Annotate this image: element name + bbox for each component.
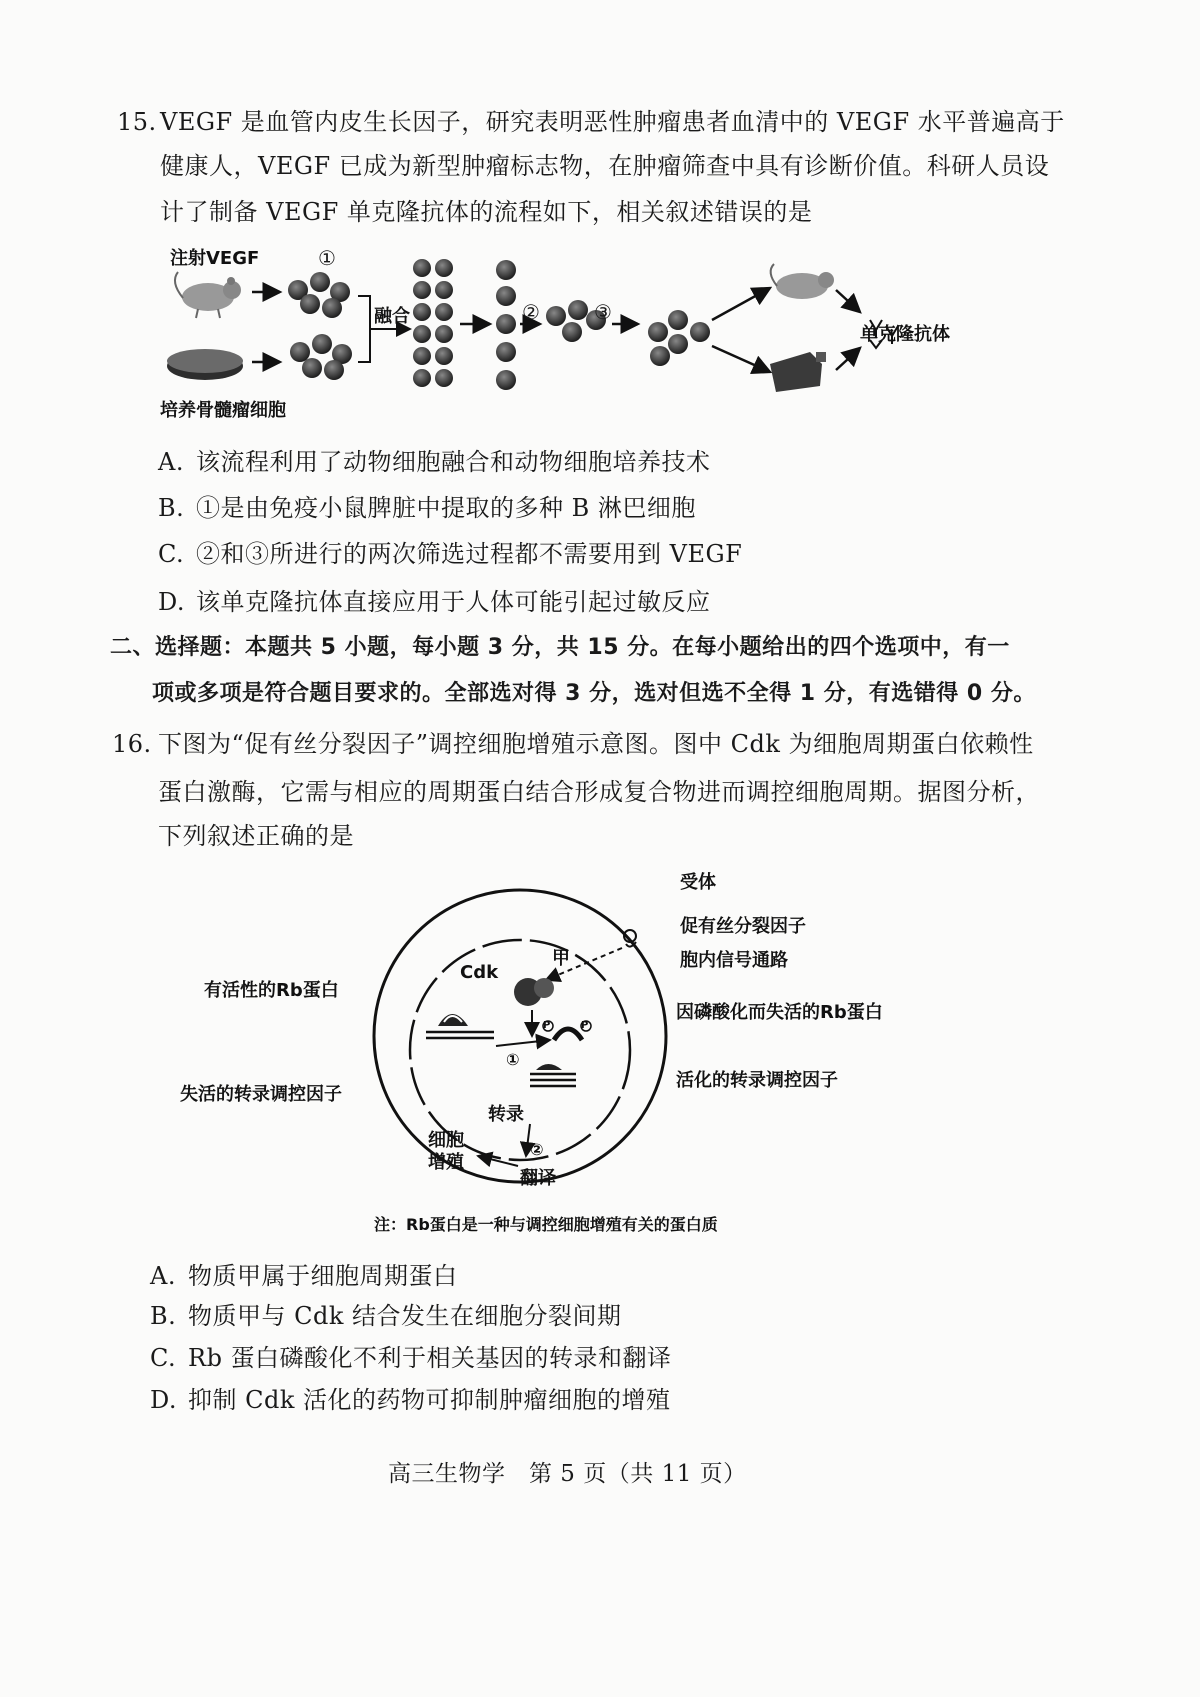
b-cell-cluster [288,272,350,318]
q15-option-a-text: 该流程利用了动物细胞融合和动物细胞培养技术 [196,448,711,476]
proliferation-label-1: 细胞 [428,1130,464,1151]
mitogen-label: 促有丝分裂因子 [680,916,806,937]
q15-stem-line-2: 健康人，VEGF 已成为新型肿瘤标志物，在肿瘤筛查中具有诊断价值。科研人员设 [160,152,1050,180]
transcription-label: 转录 [488,1104,524,1125]
q15-option-d-text: 该单克隆抗体直接应用于人体可能引起过敏反应 [196,588,711,616]
q16-option-b-letter: B. [150,1302,177,1330]
monoclonal-antibody-label: 单克隆抗体 [860,324,950,345]
page-footer: 高三生物学 第 5 页（共 11 页） [388,1461,747,1487]
mark-1: ① [318,246,337,270]
q16-number: 16. [112,730,152,758]
fused-cells-column [413,259,453,387]
circle-1-label: ① [506,1050,520,1069]
figure-note: 注：Rb蛋白是一种与调控细胞增殖有关的蛋白质 [374,1215,718,1234]
q16-option-c-text: Rb 蛋白磷酸化不利于相关基因的转录和翻译 [188,1344,672,1372]
section2-line-1: 二、选择题：本题共 5 小题，每小题 3 分，共 15 分。在每小题给出的四个选项中，有一 [110,635,1010,660]
phosphate-label-2: P [581,1020,589,1031]
q16-stem-line-1: 下图为“促有丝分裂因子”调控细胞增殖示意图。图中 Cdk 为细胞周期蛋白依赖性 [158,730,1034,758]
culture-flask-icon [770,352,826,392]
mark-3: ③ [594,300,613,324]
receptor-label: 受体 [680,872,716,893]
q15-stem-line-3: 计了制备 VEGF 单克隆抗体的流程如下，相关叙述错误的是 [160,198,813,226]
inject-vegf-label: 注射VEGF [170,248,260,269]
translation-label: 翻译 [520,1168,556,1189]
cdk-label: Cdk [460,962,499,983]
antibody-workflow-diagram [160,240,950,420]
culture-myeloma-label: 培养骨髓瘤细胞 [160,400,286,421]
proliferation-label-2: 增殖 [428,1152,464,1173]
fusion-label: 融合 [374,306,410,327]
q15-option-c-letter: C. [158,540,185,568]
q15-stem-line-1: VEGF 是血管内皮生长因子，研究表明恶性肿瘤患者血清中的 VEGF 水平普遍高于 [160,108,1065,136]
active-rb-label: 有活性的Rb蛋白 [204,980,339,1001]
q15-option-d-letter: D. [158,588,186,616]
jia-label: 甲 [552,948,570,969]
active-tf-label: 活化的转录调控因子 [676,1070,838,1091]
q16-option-c-letter: C. [150,1344,177,1372]
inactive-tf-label: 失活的转录调控因子 [180,1084,342,1105]
mouse-icon [771,264,834,299]
q15-number: 15. [117,108,157,136]
q15-option-b-text: ①是由免疫小鼠脾脏中提取的多种 B 淋巴细胞 [196,494,696,522]
inactive-rb-label: 因磷酸化而失活的Rb蛋白 [676,1002,883,1023]
q16-option-b-text: 物质甲与 Cdk 结合发生在细胞分裂间期 [188,1302,622,1330]
q16-stem-line-3: 下列叙述正确的是 [158,822,354,850]
circle-2-label: ② [530,1140,544,1159]
myeloma-cell-cluster [290,334,352,380]
mark-2: ② [522,300,541,324]
phosphorylated-rb-icon [554,1029,582,1040]
mouse-icon [175,272,241,318]
q16-option-d-text: 抑制 Cdk 活化的药物可抑制肿瘤细胞的增殖 [188,1386,671,1414]
q15-option-b-letter: B. [158,494,185,522]
q16-option-d-letter: D. [150,1386,178,1414]
signal-pathway-label: 胞内信号通路 [680,950,788,971]
q16-stem-line-2: 蛋白激酶，它需与相应的周期蛋白结合形成复合物进而调控细胞周期。据图分析， [158,778,1040,806]
q15-figure [160,240,950,420]
antibody-secreting-cells [648,310,710,366]
cdk-complex [514,978,554,1006]
phosphate-label-1: P [543,1020,551,1031]
active-tf-icon [536,1064,562,1070]
q15-option-a-letter: A. [158,448,184,476]
cell-cycle-diagram [360,870,680,1190]
petri-dish-icon [167,349,243,380]
q16-option-a-letter: A. [150,1262,176,1290]
section2-line-2: 项或多项是符合题目要求的。全部选对得 3 分，选对但选不全得 1 分，有选错得 0 分。 [152,681,1036,706]
q16-option-a-text: 物质甲属于细胞周期蛋白 [188,1262,458,1290]
q15-option-c-text: ②和③所进行的两次筛选过程都不需要用到 VEGF [196,540,743,568]
cell-membrane [374,890,666,1182]
selected-hybridoma-column [496,260,516,390]
q16-figure [360,870,680,1190]
